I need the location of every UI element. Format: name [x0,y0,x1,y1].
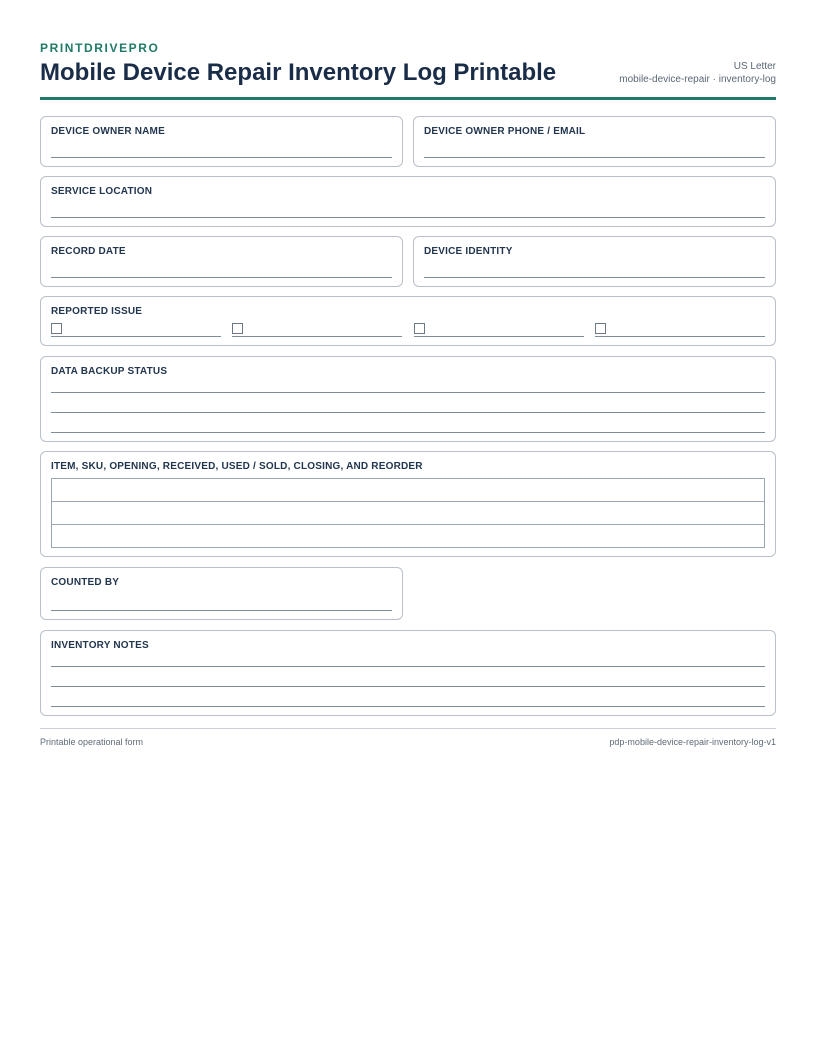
record-date-field[interactable] [40,236,403,287]
data-backup-line-1[interactable] [51,392,765,393]
issue-option-1[interactable] [51,323,221,337]
paper-size: US Letter [733,61,776,72]
counted-by-field[interactable] [40,567,403,620]
inventory-notes-field[interactable] [40,630,776,716]
footer-rule [40,728,776,729]
service-location-field[interactable] [40,176,776,227]
issue-option-line-4[interactable] [595,336,765,337]
counted-by-label: COUNTED BY [51,577,120,588]
data-backup-field[interactable] [40,356,776,442]
footer-left-text: Printable operational form [40,737,144,747]
issue-option-2[interactable] [232,323,402,337]
service-location-line[interactable] [51,217,765,218]
device-identity-line[interactable] [424,277,765,278]
footer-right-text: pdp-mobile-device-repair-inventory-log-v1 [609,737,776,747]
inventory-notes-line-1[interactable] [51,666,765,667]
device-identity-field[interactable] [413,236,776,287]
issue-option-line-2[interactable] [232,336,402,337]
page-meta [619,60,776,86]
issue-checkbox-1[interactable] [51,323,62,334]
data-backup-line-3[interactable] [51,432,765,433]
issue-checkbox-4[interactable] [595,323,606,334]
table-cell[interactable] [52,479,765,502]
inventory-notes-line-3[interactable] [51,706,765,707]
owner-name-line[interactable] [51,157,392,158]
issue-checkbox-2[interactable] [232,323,243,334]
service-location-label: SERVICE LOCATION [51,186,153,197]
record-date-line[interactable] [51,277,392,278]
counted-by-line[interactable] [51,610,392,611]
issue-checkbox-3[interactable] [414,323,425,334]
owner-contact-line[interactable] [424,157,765,158]
page-title: Mobile Device Repair Inventory Log Printable [40,59,557,86]
issue-option-3[interactable] [414,323,584,337]
page-tags: mobile-device-repair · inventory-log [619,74,776,85]
owner-contact-field[interactable] [413,116,776,167]
table-cell[interactable] [52,502,765,525]
inventory-table [51,478,765,548]
reported-issue-label: REPORTED ISSUE [51,306,143,317]
data-backup-label: DATA BACKUP STATUS [51,366,168,377]
table-cell[interactable] [52,525,765,548]
owner-name-label: DEVICE OWNER NAME [51,126,165,137]
brand-name: PRINTDRIVEPRO [40,41,160,55]
owner-name-field[interactable] [40,116,403,167]
table-row [52,525,765,548]
table-row [52,502,765,525]
issue-option-line-1[interactable] [51,336,221,337]
issue-option-line-3[interactable] [414,336,584,337]
record-date-label: RECORD DATE [51,246,126,257]
inventory-table-field [40,451,776,557]
data-backup-line-2[interactable] [51,412,765,413]
reported-issue-field [40,296,776,346]
inventory-notes-label: INVENTORY NOTES [51,640,149,651]
table-row [52,479,765,502]
owner-contact-label: DEVICE OWNER PHONE / EMAIL [424,126,586,137]
inventory-table-label: ITEM, SKU, OPENING, RECEIVED, USED / SOLD, CLOSING, AND REORDER [51,461,423,472]
inventory-notes-line-2[interactable] [51,686,765,687]
header-rule [40,97,776,100]
issue-option-4[interactable] [595,323,765,337]
device-identity-label: DEVICE IDENTITY [424,246,513,257]
